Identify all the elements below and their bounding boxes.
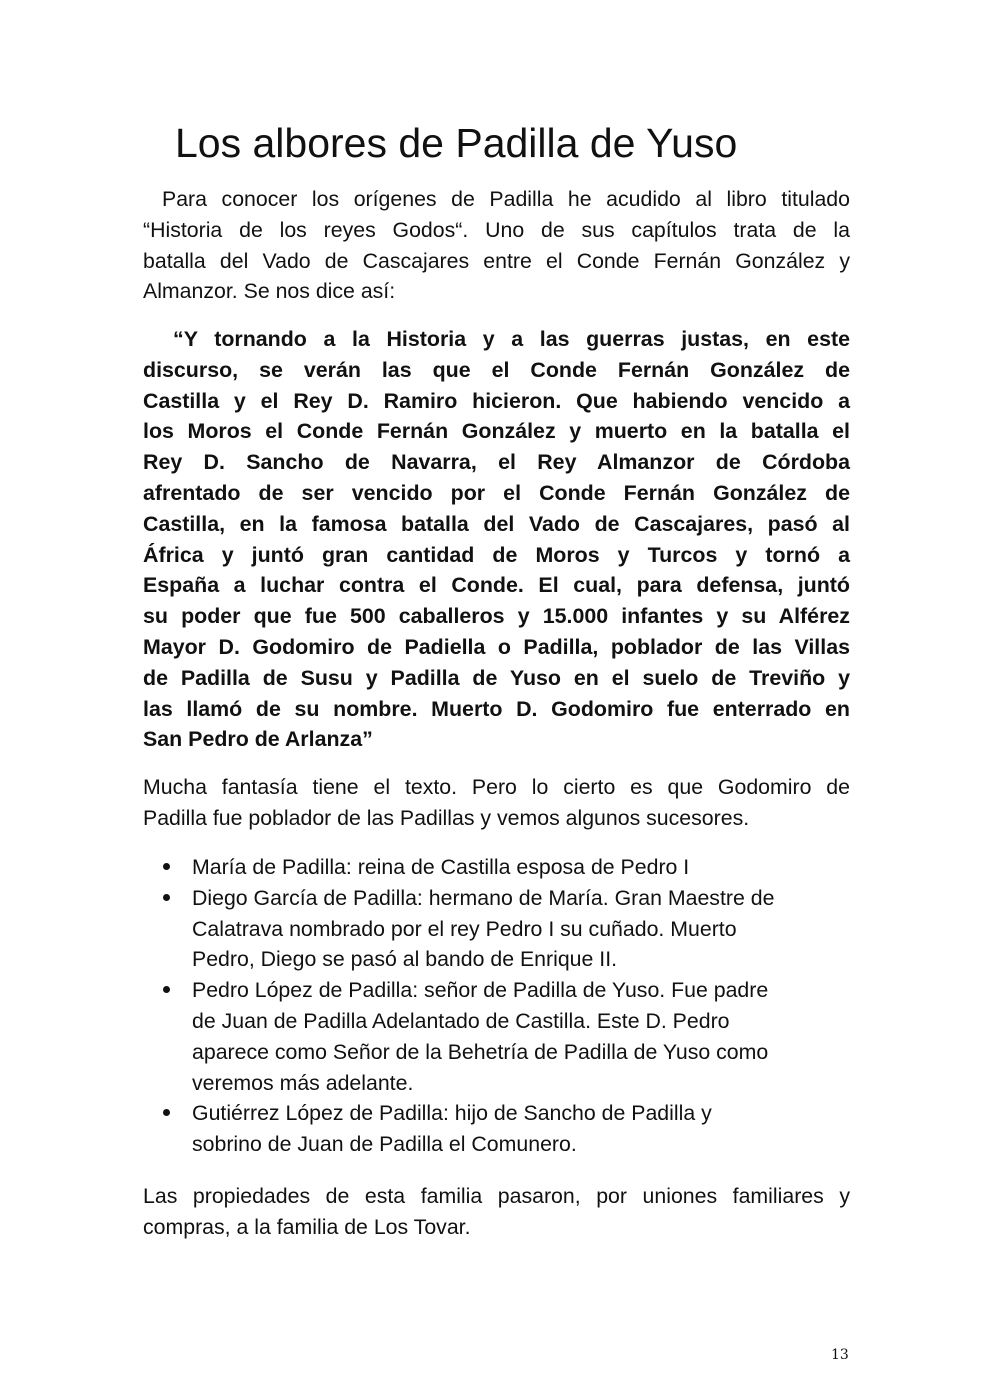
paragraph-line: compras, a la familia de Los Tovar. (143, 1214, 471, 1239)
quote-line: Castilla, en la famosa batalla del Vado de Cascajares, pasó al (143, 511, 850, 536)
list-item-line: de Juan de Padilla Adelantado de Castilla. Este D. Pedro (192, 1008, 730, 1033)
quote-line: los Moros el Conde Fernán González y muerto en la batalla el (143, 419, 850, 444)
list-item-line: Diego García de Padilla: hermano de María. Gran Maestre de (192, 885, 775, 910)
closing-paragraph (143, 1181, 850, 1243)
bullet-icon (163, 894, 170, 901)
paragraph-line: Las propiedades de esta familia pasaron, por uniones familiares y (143, 1184, 850, 1208)
list-item-line: Pedro López de Padilla: señor de Padilla de Yuso. Fue padre (192, 978, 769, 1003)
quote-line: las llamó de su nombre. Muerto D. Godomiro fue enterrado en (143, 696, 850, 721)
quote-line: Castilla y el Rey D. Ramiro hicieron. Que habiendo vencido a (143, 388, 850, 413)
paragraph-line: Almanzor. Se nos dice así: (143, 279, 396, 304)
successors-list (163, 852, 853, 1160)
quote-line: San Pedro de Arlanza” (143, 727, 373, 752)
list-item (163, 883, 853, 975)
quote-line: Rey D. Sancho de Navarra, el Rey Almanzor de Córdoba (143, 450, 850, 475)
paragraph-line: Padilla fue poblador de las Padillas y vemos algunos sucesores. (143, 805, 750, 830)
quote-line: su poder que fue 500 caballeros y 15.000 infantes y su Alférez (143, 604, 850, 629)
bullet-icon (163, 863, 170, 870)
commentary-paragraph (143, 772, 850, 834)
list-item-line: Gutiérrez López de Padilla: hijo de Sancho de Padilla y (192, 1101, 712, 1126)
quote-line: de Padilla de Susu y Padilla de Yuso en el suelo de Treviño y (143, 665, 850, 690)
quote-line: discurso, se verán las que el Conde Fernán González de (143, 357, 850, 382)
list-item-line: María de Padilla: reina de Castilla esposa de Pedro I (192, 855, 690, 879)
intro-paragraph (143, 184, 850, 307)
paragraph-line: Para conocer los orígenes de Padilla he acudido al libro titulado (162, 187, 850, 211)
page-number: 13 (831, 1347, 849, 1363)
bullet-icon (163, 1109, 170, 1116)
list-item-line: veremos más adelante. (192, 1070, 414, 1095)
list-item-line: Calatrava nombrado por el rey Pedro I su cuñado. Muerto (192, 916, 737, 941)
quote-line: África y juntó gran cantidad de Moros y Turcos y tornó a (143, 542, 850, 567)
bullet-icon (163, 986, 170, 993)
quote-line: Mayor D. Godomiro de Padiella o Padilla, poblador de las Villas (143, 634, 850, 659)
quote-line: afrentado de ser vencido por el Conde Fernán González de (143, 480, 850, 505)
paragraph-line: Mucha fantasía tiene el texto. Pero lo cierto es que Godomiro de (143, 775, 850, 799)
paragraph-line: batalla del Vado de Cascajares entre el Conde Fernán González y (143, 248, 850, 273)
list-item (163, 852, 853, 883)
list-item (163, 1098, 853, 1160)
paragraph-line: “Historia de los reyes Godos“. Uno de sus capítulos trata de la (143, 217, 850, 242)
page-title: Los albores de Padilla de Yuso (175, 120, 738, 166)
list-item-line: Pedro, Diego se pasó al bando de Enrique II. (192, 947, 618, 972)
list-item-line: sobrino de Juan de Padilla el Comunero. (192, 1132, 577, 1157)
list-item-line: aparece como Señor de la Behetría de Padilla de Yuso como (192, 1039, 769, 1064)
list-item (163, 975, 853, 1098)
quoted-passage (143, 324, 850, 755)
quote-line: “Y tornando a la Historia y a las guerras justas, en este (173, 327, 850, 351)
quote-line: España a luchar contra el Conde. El cual, para defensa, juntó (143, 573, 850, 598)
